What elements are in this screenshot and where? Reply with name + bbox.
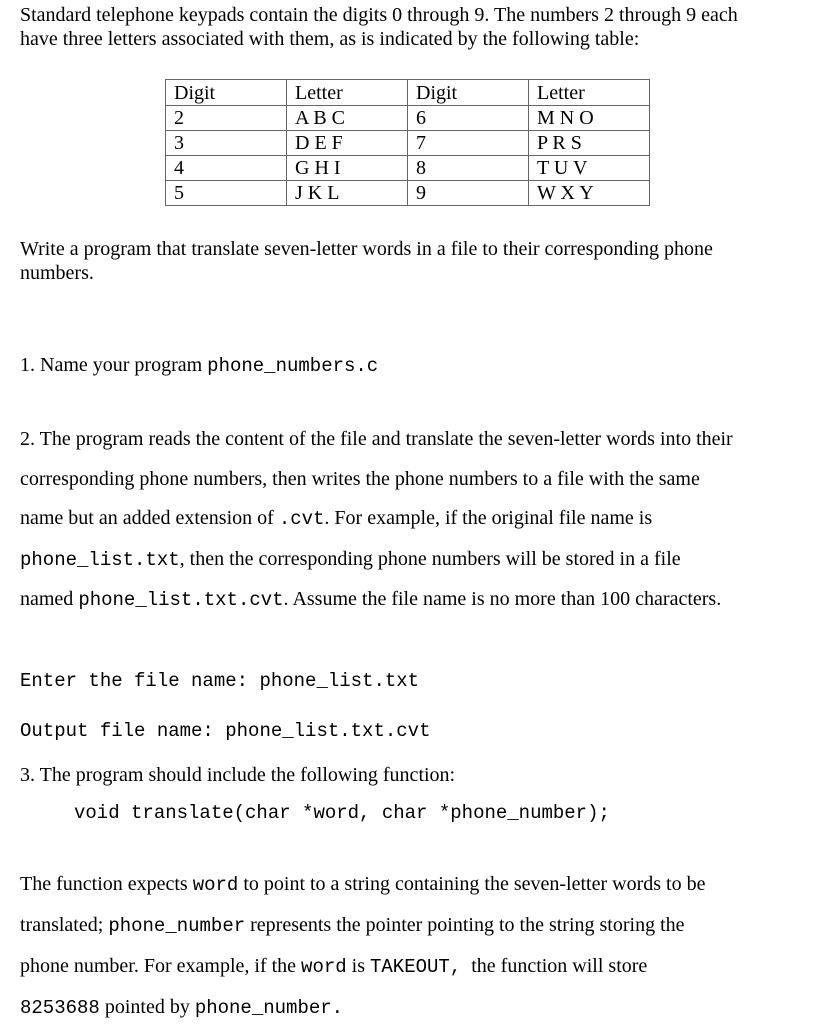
intro-line: Standard telephone keypads contain the digits 0 through 9. The numbers 2 through 9 each — [20, 4, 738, 26]
text: . For example, if the original file name is — [324, 507, 653, 529]
text: , then the corresponding phone numbers will be stored in a file — [179, 547, 681, 570]
item-2-line — [20, 499, 733, 540]
table-cell: W X Y — [529, 181, 650, 206]
text: . Assume the file name is no more than 100 characters. — [283, 588, 722, 610]
sample-run — [20, 656, 430, 756]
table-cell: A B C — [287, 106, 408, 131]
header-cell: Letter — [287, 80, 408, 106]
header-cell: Digit — [166, 80, 287, 106]
text: named — [20, 588, 79, 610]
table-cell: 3 — [166, 131, 287, 156]
text: is — [346, 955, 370, 977]
text: represents the pointer pointing to the string storing the — [245, 914, 685, 936]
text: The function expects — [20, 873, 193, 895]
table-cell: M N O — [529, 106, 650, 131]
table-cell: 7 — [408, 131, 529, 156]
table-row — [166, 131, 650, 156]
header-cell: Letter — [529, 80, 650, 106]
item-3-text: 3. The program should include the following function: — [20, 764, 456, 786]
program-filename: phone_numbers.c — [207, 355, 379, 377]
code: 8253688 — [20, 997, 100, 1019]
table-cell: 5 — [166, 181, 287, 206]
task-line: Write a program that translate seven-letter words in a file to their corresponding phone — [20, 238, 713, 260]
explain-paragraph — [20, 864, 705, 1028]
header-cell: Digit — [408, 80, 529, 106]
item-1 — [20, 353, 378, 378]
table-cell: G H I — [287, 156, 408, 181]
table-cell: 8 — [408, 156, 529, 181]
table-header-row — [166, 80, 650, 106]
keypad-table — [165, 79, 650, 206]
item-3 — [20, 763, 455, 787]
text: name but an added extension of — [20, 507, 279, 529]
table-row — [166, 106, 650, 131]
item-1-text: 1. Name your program — [20, 354, 208, 376]
explain-line — [20, 905, 705, 946]
item-2-line: corresponding phone numbers, then writes the phone numbers to a file with the same — [20, 467, 700, 490]
function-signature: void translate(char *word, char *phone_number); — [74, 802, 610, 824]
table-cell: 6 — [408, 106, 529, 131]
explain-line — [20, 864, 705, 905]
intro-paragraph — [20, 3, 738, 51]
explain-line — [20, 987, 705, 1028]
table-cell: T U V — [529, 156, 650, 181]
task-paragraph — [20, 237, 713, 285]
sample-enter-line: Enter the file name: phone_list.txt — [20, 670, 420, 692]
code: phone_number. — [194, 997, 344, 1019]
text: the function will store — [461, 955, 648, 977]
task-line: numbers. — [20, 262, 94, 284]
table-cell: J K L — [287, 181, 408, 206]
code: word — [301, 956, 347, 978]
code: phone_number — [108, 915, 246, 937]
table-cell: P R S — [529, 131, 650, 156]
text: translated; — [20, 914, 109, 936]
item-2 — [20, 420, 733, 621]
text: phone number. For example, if the — [20, 955, 302, 977]
table-cell: 4 — [166, 156, 287, 181]
item-2-line — [20, 540, 733, 581]
item-2-line: 2. The program reads the content of the file and translate the seven-letter words into their — [20, 428, 733, 450]
item-2-line — [20, 580, 733, 621]
text: pointed by — [99, 996, 195, 1018]
table-row — [166, 156, 650, 181]
extension-code: .cvt — [278, 508, 325, 530]
explain-line — [20, 946, 705, 987]
filename-code: phone_list.txt — [20, 548, 180, 571]
table-cell: 9 — [408, 181, 529, 206]
table-cell: D E F — [287, 131, 408, 156]
output-filename-code: phone_list.txt.cvt — [78, 589, 284, 611]
code: TAKEOUT, — [370, 956, 462, 978]
table-row — [166, 181, 650, 206]
sample-output-line: Output file name: phone_list.txt.cvt — [20, 720, 431, 742]
table-cell: 2 — [166, 106, 287, 131]
code: word — [192, 874, 239, 896]
intro-line: have three letters associated with them, as is indicated by the following table: — [20, 28, 640, 50]
text: to point to a string containing the seven-letter words to be — [238, 873, 706, 895]
